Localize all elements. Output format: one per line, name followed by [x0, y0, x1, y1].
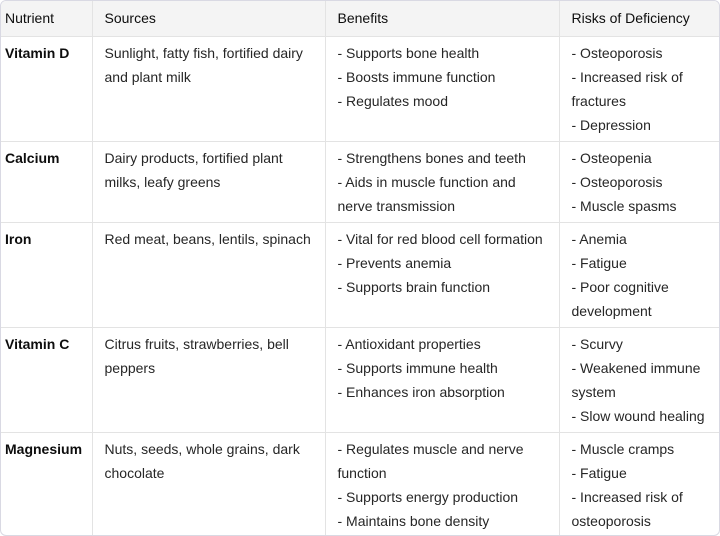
nutrient-cell: Vitamin D	[1, 36, 92, 141]
benefit-item: - Maintains bone density	[337, 512, 490, 529]
benefit-item: - Antioxidant properties	[337, 335, 481, 352]
sources-cell: Sunlight, fatty fish, fortified dairy and plant milk	[92, 36, 325, 141]
benefit-item: - Strengthens bones and teeth	[337, 149, 526, 166]
benefit-item: - Aids in muscle function and nerve transmission	[337, 173, 516, 214]
risk-item: - Osteopenia	[571, 149, 652, 166]
benefit-item: - Supports brain function	[337, 278, 491, 295]
risk-item: - Muscle spasms	[571, 197, 677, 214]
table-row	[1, 432, 719, 536]
table-header	[1, 1, 719, 36]
risk-item: - Muscle cramps	[571, 440, 675, 457]
risk-item: - Depression	[571, 116, 651, 133]
sources-cell: Dairy products, fortified plant milks, leafy greens	[92, 141, 325, 222]
nutrient-cell: Calcium	[1, 141, 92, 222]
benefits-cell	[325, 222, 559, 327]
nutrient-cell: Vitamin C	[1, 327, 92, 432]
risk-item: - Anemia	[571, 230, 627, 247]
benefits-cell	[325, 432, 559, 536]
table-row	[1, 36, 719, 141]
benefit-item: - Prevents anemia	[337, 254, 452, 271]
sources-cell: Red meat, beans, lentils, spinach	[92, 222, 325, 327]
risk-item: - Slow wound healing	[571, 407, 705, 424]
benefits-cell	[325, 141, 559, 222]
benefits-cell	[325, 327, 559, 432]
benefit-item: - Regulates muscle and nerve function	[337, 440, 524, 481]
risk-item: - Weakened immune system	[571, 359, 701, 400]
benefit-item: - Supports immune health	[337, 359, 498, 376]
risk-item: - Fatigue	[571, 254, 627, 271]
benefit-item: - Supports energy production	[337, 488, 519, 505]
sources-cell: Nuts, seeds, whole grains, dark chocolate	[92, 432, 325, 536]
benefit-item: - Boosts immune function	[337, 68, 496, 85]
nutrient-cell: Magnesium	[1, 432, 92, 536]
risk-item: - Increased risk of osteoporosis	[571, 488, 683, 529]
table-row	[1, 222, 719, 327]
header-row	[1, 1, 719, 36]
table-row	[1, 141, 719, 222]
risk-item: - Poor cognitive development	[571, 278, 669, 319]
header-nutrient: Nutrient	[1, 1, 92, 36]
header-sources: Sources	[92, 1, 325, 36]
header-risks: Risks of Deficiency	[559, 1, 719, 36]
nutrient-table	[1, 1, 719, 536]
risk-item: - Osteoporosis	[571, 44, 663, 61]
header-benefits: Benefits	[325, 1, 559, 36]
nutrient-cell: Iron	[1, 222, 92, 327]
risks-cell	[559, 141, 719, 222]
benefit-item: - Supports bone health	[337, 44, 480, 61]
risks-cell	[559, 432, 719, 536]
risk-item: - Scurvy	[571, 335, 623, 352]
risk-item: - Osteoporosis	[571, 173, 663, 190]
benefit-item: - Vital for red blood cell formation	[337, 230, 543, 247]
benefit-item: - Regulates mood	[337, 92, 449, 109]
risk-item: - Fatigue	[571, 464, 627, 481]
benefits-cell	[325, 36, 559, 141]
benefit-item: - Enhances iron absorption	[337, 383, 505, 400]
risks-cell	[559, 36, 719, 141]
risk-item: - Increased risk of fractures	[571, 68, 683, 109]
risks-cell	[559, 222, 719, 327]
table-row	[1, 327, 719, 432]
risks-cell	[559, 327, 719, 432]
sources-cell: Citrus fruits, strawberries, bell peppers	[92, 327, 325, 432]
